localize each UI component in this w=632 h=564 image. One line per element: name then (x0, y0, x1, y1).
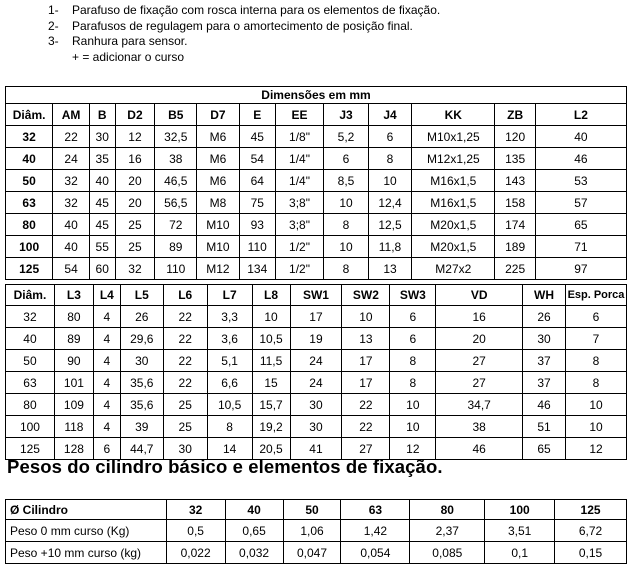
table-cell: 120 (495, 126, 535, 148)
table-cell: 0,65 (225, 520, 283, 542)
table-cell: 25 (163, 394, 207, 416)
column-header: L2 (535, 104, 626, 126)
column-header: L3 (54, 285, 93, 306)
table-cell: 54 (239, 148, 275, 170)
table-cell: 3,6 (207, 328, 252, 350)
table-cell: 19 (290, 328, 342, 350)
table-cell: 72 (155, 214, 197, 236)
table-cell: 37 (523, 350, 566, 372)
table-cell: 22 (163, 328, 207, 350)
table-cell: 0,085 (410, 542, 485, 564)
table-cell: 38 (155, 148, 197, 170)
column-header: L5 (120, 285, 163, 306)
table-cell: 6 (566, 306, 627, 328)
table-cell: 20 (115, 192, 155, 214)
table-cell: 46 (523, 394, 566, 416)
table-cell: 8 (566, 372, 627, 394)
note-text: Parafuso de fixação com rosca interna para os elementos de fixação. (72, 3, 441, 17)
column-header: 125 (555, 500, 627, 520)
table-cell: 39 (120, 416, 163, 438)
note-item (48, 34, 440, 50)
table-cell: M16x1,5 (412, 192, 495, 214)
table-cell: 20 (115, 170, 155, 192)
table-cell: 30 (89, 126, 115, 148)
table-cell: 40 (53, 214, 90, 236)
table-cell: 8 (390, 372, 436, 394)
table-cell: 100 (6, 416, 55, 438)
table-cell: 0,047 (283, 542, 341, 564)
table-cell: 11,5 (252, 350, 290, 372)
note-number: 2- (48, 18, 59, 33)
table-cell: 8 (566, 350, 627, 372)
column-header: ZB (495, 104, 535, 126)
column-header: B (89, 104, 115, 126)
column-header: 50 (283, 500, 341, 520)
table-cell: 22 (342, 416, 390, 438)
table-cell: 10 (566, 394, 627, 416)
table-cell: M16x1,5 (412, 170, 495, 192)
table-cell: 17 (342, 350, 390, 372)
table-cell: 12 (390, 438, 436, 460)
table-cell: M10x1,25 (412, 126, 495, 148)
dimensions-caption: Dimensões em mm (6, 87, 627, 104)
table-cell: 10 (390, 416, 436, 438)
table-cell: 17 (342, 372, 390, 394)
table-cell: 3,3 (207, 306, 252, 328)
table-cell: 4 (93, 372, 120, 394)
table-cell: 15,7 (252, 394, 290, 416)
table-cell: 32,5 (155, 126, 197, 148)
table-cell: 1/4" (275, 170, 324, 192)
table-cell: 225 (495, 258, 535, 280)
table-cell: 12,5 (368, 214, 411, 236)
table-cell: 75 (239, 192, 275, 214)
table-cell: M8 (197, 192, 240, 214)
table-cell: 2,37 (410, 520, 485, 542)
column-header: L7 (207, 285, 252, 306)
table-cell: 5,2 (324, 126, 368, 148)
table-cell: 4 (93, 328, 120, 350)
table-cell: 50 (6, 350, 55, 372)
table-cell: 110 (239, 236, 275, 258)
table-cell: 25 (163, 416, 207, 438)
table-cell: 20,5 (252, 438, 290, 460)
table-cell: 55 (89, 236, 115, 258)
table-cell: 32 (53, 170, 90, 192)
table-row (6, 236, 627, 258)
note-text: Parafusos de regulagem para o amortecimento de posição final. (72, 18, 413, 33)
table-cell: 71 (535, 236, 626, 258)
table-cell: 125 (6, 258, 53, 280)
column-header: D7 (197, 104, 240, 126)
table-cell: 51 (523, 416, 566, 438)
table-cell: 110 (155, 258, 197, 280)
table-row (6, 328, 627, 350)
table-cell: 1,42 (341, 520, 410, 542)
table-cell: 53 (535, 170, 626, 192)
table-cell: 10,5 (207, 394, 252, 416)
note-number: 3- (48, 34, 59, 48)
table-cell: 10 (252, 306, 290, 328)
table-cell: M12x1,25 (412, 148, 495, 170)
table-cell: 30 (120, 350, 163, 372)
table-cell: 32 (53, 192, 90, 214)
table-cell: 1/2" (275, 258, 324, 280)
table-cell: 0,5 (166, 520, 225, 542)
table-cell: 10,5 (252, 328, 290, 350)
table-cell: 27 (342, 438, 390, 460)
column-header: B5 (155, 104, 197, 126)
table-cell: 6 (324, 148, 368, 170)
note-number: 1- (48, 3, 59, 17)
table-cell: 14 (207, 438, 252, 460)
table-cell: 35 (89, 148, 115, 170)
table-cell: 30 (523, 328, 566, 350)
table-cell: 11,8 (368, 236, 411, 258)
table-cell: 54 (53, 258, 90, 280)
table-cell: 80 (6, 214, 53, 236)
table-cell: 27 (436, 350, 523, 372)
table-cell: 174 (495, 214, 535, 236)
table-cell: 7 (566, 328, 627, 350)
table-cell: 35,6 (120, 372, 163, 394)
table-cell: 8 (324, 258, 368, 280)
table-cell: 6 (390, 328, 436, 350)
table-row (6, 214, 627, 236)
table-cell: 6,72 (555, 520, 627, 542)
column-header: Diâm. (6, 104, 53, 126)
table-cell: 41 (290, 438, 342, 460)
table-cell: 30 (290, 394, 342, 416)
column-header: Esp. Porca (566, 285, 627, 306)
table-cell: Peso 0 mm curso (Kg) (6, 520, 167, 542)
table-row (6, 416, 627, 438)
plus-note: + = adicionar o curso (72, 49, 185, 64)
table-cell: 189 (495, 236, 535, 258)
table-cell: 1/8" (275, 126, 324, 148)
column-header: J4 (368, 104, 411, 126)
table-cell: 4 (93, 350, 120, 372)
table-cell: 1/2" (275, 236, 324, 258)
table-cell: 24 (290, 350, 342, 372)
table-cell: 134 (239, 258, 275, 280)
table-row (6, 520, 627, 542)
column-header: L4 (93, 285, 120, 306)
table-cell: 37 (523, 372, 566, 394)
table-cell: 26 (120, 306, 163, 328)
table-cell: 57 (535, 192, 626, 214)
table-cell: 0,054 (341, 542, 410, 564)
table-cell: 40 (535, 126, 626, 148)
table-cell: 40 (89, 170, 115, 192)
table-row (6, 394, 627, 416)
table-cell: 32 (6, 126, 53, 148)
table-cell: M6 (197, 126, 240, 148)
table-cell: 8 (368, 148, 411, 170)
dimensions-table-2 (5, 284, 627, 460)
weights-title: Pesos do cilindro básico e elementos de fixação. (7, 456, 443, 477)
table-cell: M20x1,5 (412, 236, 495, 258)
table-cell: M6 (197, 170, 240, 192)
table-cell: 45 (89, 214, 115, 236)
table-cell: 22 (163, 306, 207, 328)
column-header: D2 (115, 104, 155, 126)
table-cell: 56,5 (155, 192, 197, 214)
table-cell: 101 (54, 372, 93, 394)
table-cell: 22 (163, 350, 207, 372)
table-cell: 17 (290, 306, 342, 328)
table-cell: 15 (252, 372, 290, 394)
table-cell: 63 (6, 372, 55, 394)
table-cell: 80 (54, 306, 93, 328)
table-cell: 90 (54, 350, 93, 372)
table-cell: 4 (93, 416, 120, 438)
column-header: SW3 (390, 285, 436, 306)
table-cell: 6 (93, 438, 120, 460)
table-cell: 30 (163, 438, 207, 460)
column-header: AM (53, 104, 90, 126)
column-header: 80 (410, 500, 485, 520)
table-cell: 1/4" (275, 148, 324, 170)
table-cell: 27 (436, 372, 523, 394)
table-row (6, 148, 627, 170)
dimensions-table (5, 86, 627, 280)
table-cell: 3;8" (275, 192, 324, 214)
table-cell: 118 (54, 416, 93, 438)
column-header: SW1 (290, 285, 342, 306)
table-cell: 65 (523, 438, 566, 460)
table-cell: 13 (342, 328, 390, 350)
table-row (6, 126, 627, 148)
table-cell: 16 (115, 148, 155, 170)
table-cell: 8,5 (324, 170, 368, 192)
table-cell: 93 (239, 214, 275, 236)
table-cell: 143 (495, 170, 535, 192)
column-header: Ø Cilindro (6, 500, 167, 520)
table-cell: M20x1,5 (412, 214, 495, 236)
table-row (6, 542, 627, 564)
table-cell: M10 (197, 236, 240, 258)
table-cell: 32 (6, 306, 55, 328)
column-header: J3 (324, 104, 368, 126)
table-cell: 8 (390, 350, 436, 372)
table-cell: 12 (566, 438, 627, 460)
table-cell: 10 (342, 306, 390, 328)
column-header: 100 (485, 500, 555, 520)
table-cell: 80 (6, 394, 55, 416)
table-cell: 30 (290, 416, 342, 438)
table-cell: 46,5 (155, 170, 197, 192)
table-cell: 0,1 (485, 542, 555, 564)
table-cell: 24 (290, 372, 342, 394)
table-row (6, 350, 627, 372)
table-cell: 135 (495, 148, 535, 170)
table-cell: 3;8" (275, 214, 324, 236)
table-cell: 0,032 (225, 542, 283, 564)
table-cell: 97 (535, 258, 626, 280)
table-cell: 63 (6, 192, 53, 214)
column-header: L6 (163, 285, 207, 306)
table-cell: 6 (390, 306, 436, 328)
table-cell: 25 (115, 214, 155, 236)
table-cell: 12,4 (368, 192, 411, 214)
table-cell: 29,6 (120, 328, 163, 350)
table-cell: 12 (115, 126, 155, 148)
table-cell: 60 (89, 258, 115, 280)
table-cell: 38 (436, 416, 523, 438)
note-item (48, 3, 440, 19)
table-cell: M6 (197, 148, 240, 170)
table-cell: 24 (53, 148, 90, 170)
table-cell: 16 (436, 306, 523, 328)
table-cell: 45 (239, 126, 275, 148)
table-cell: 4 (93, 394, 120, 416)
table-cell: 4 (93, 306, 120, 328)
table-cell: M10 (197, 214, 240, 236)
table-cell: 10 (324, 236, 368, 258)
table-cell: 158 (495, 192, 535, 214)
column-header: 63 (341, 500, 410, 520)
table-cell: M27x2 (412, 258, 495, 280)
table-cell: 6,6 (207, 372, 252, 394)
table-cell: 128 (54, 438, 93, 460)
table-cell: 89 (54, 328, 93, 350)
table-cell: 46 (436, 438, 523, 460)
note-text: Ranhura para sensor. (72, 34, 188, 48)
table-cell: 22 (342, 394, 390, 416)
note-item (48, 19, 440, 35)
table-row (6, 258, 627, 280)
table-cell: 44,7 (120, 438, 163, 460)
table-cell: 25 (115, 236, 155, 258)
column-header: L8 (252, 285, 290, 306)
table-cell: 8 (324, 214, 368, 236)
column-header: WH (523, 285, 566, 306)
notes-list (48, 3, 440, 65)
column-header: EE (275, 104, 324, 126)
table-cell: 35,6 (120, 394, 163, 416)
table-cell: 5,1 (207, 350, 252, 372)
table-cell: 10 (566, 416, 627, 438)
column-header: 40 (225, 500, 283, 520)
table-cell: 125 (6, 438, 55, 460)
table-cell: 40 (6, 328, 55, 350)
column-header: SW2 (342, 285, 390, 306)
table-cell: 32 (115, 258, 155, 280)
table-cell: 34,7 (436, 394, 523, 416)
table-cell: 89 (155, 236, 197, 258)
table-cell: 3,51 (485, 520, 555, 542)
column-header: KK (412, 104, 495, 126)
table-cell: 109 (54, 394, 93, 416)
table-cell: 65 (535, 214, 626, 236)
table-cell: 22 (53, 126, 90, 148)
table-cell: 45 (89, 192, 115, 214)
table-row (6, 192, 627, 214)
table-cell: 19,2 (252, 416, 290, 438)
table-row (6, 372, 627, 394)
table-row (6, 170, 627, 192)
table-cell: 64 (239, 170, 275, 192)
table-cell: 40 (6, 148, 53, 170)
table-cell: 8 (207, 416, 252, 438)
table-cell: 10 (324, 192, 368, 214)
table-cell: 100 (6, 236, 53, 258)
table-cell: M12 (197, 258, 240, 280)
table-cell: 20 (436, 328, 523, 350)
table-cell: Peso +10 mm curso (kg) (6, 542, 167, 564)
column-header: E (239, 104, 275, 126)
table-cell: 26 (523, 306, 566, 328)
table-cell: 22 (163, 372, 207, 394)
table-cell: 0,15 (555, 542, 627, 564)
table-cell: 1,06 (283, 520, 341, 542)
column-header: VD (436, 285, 523, 306)
table-cell: 6 (368, 126, 411, 148)
table-cell: 10 (390, 394, 436, 416)
table-cell: 46 (535, 148, 626, 170)
table-cell: 50 (6, 170, 53, 192)
column-header: 32 (166, 500, 225, 520)
table-cell: 40 (53, 236, 90, 258)
weights-table (5, 499, 627, 564)
column-header: Diâm. (6, 285, 55, 306)
table-cell: 0,022 (166, 542, 225, 564)
table-cell: 13 (368, 258, 411, 280)
table-row (6, 306, 627, 328)
table-cell: 10 (368, 170, 411, 192)
